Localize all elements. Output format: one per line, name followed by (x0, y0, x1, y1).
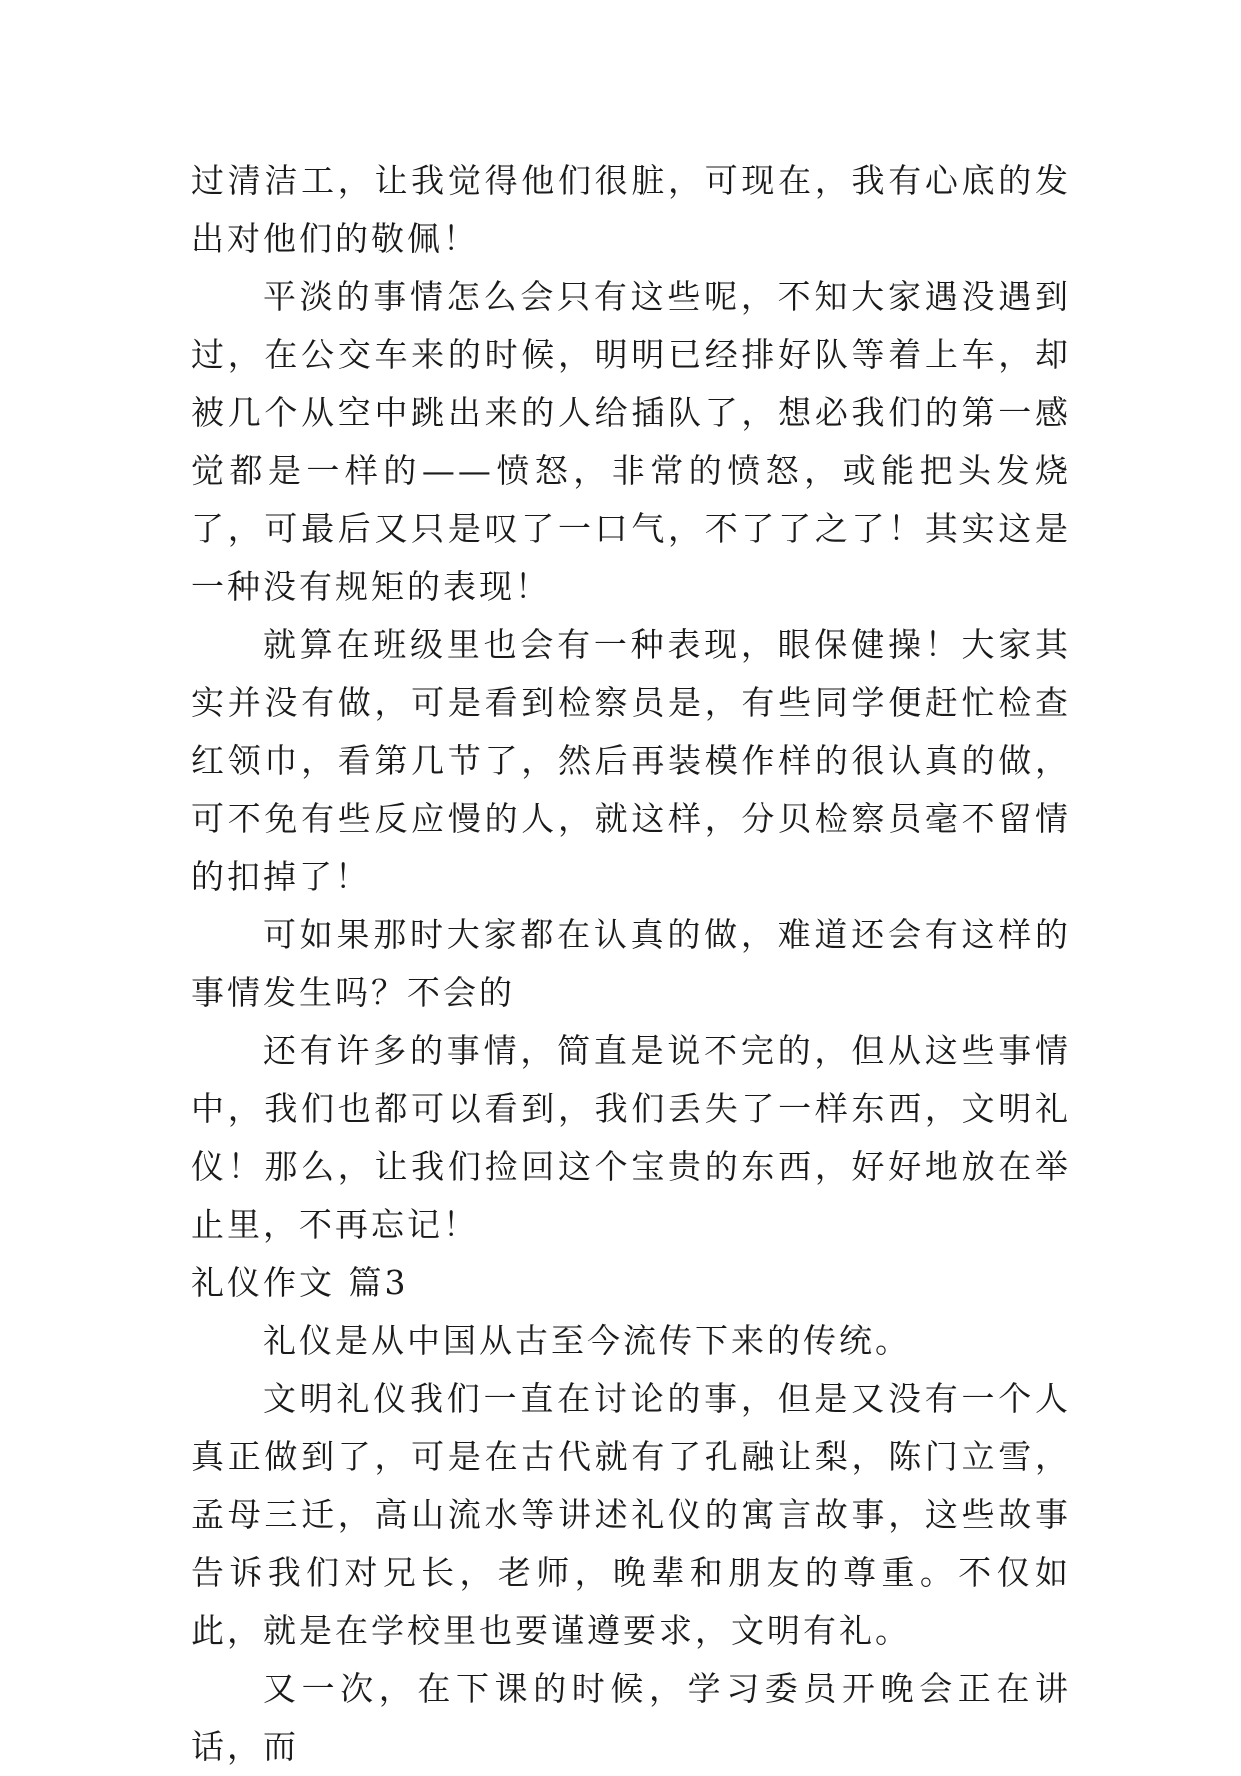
paragraph: 又一次，在下课的时候，学习委员开晚会正在讲话，而 (191, 1669, 1071, 1766)
paragraph: 礼仪是从中国从古至今流传下来的传统。 (263, 1321, 911, 1360)
paragraph: 可如果那时大家都在认真的做，难道还会有这样的事情发生吗？不会的 (191, 915, 1071, 1012)
paragraph: 还有许多的事情，简直是说不完的，但从这些事情中，我们也都可以看到，我们丢失了一样东西，文明礼仪！那么，让我们捡回这个宝贵的东西，好好地放在举止里，不再忘记！ (191, 1031, 1071, 1244)
section-heading: 礼仪作文 篇3 (191, 1263, 409, 1302)
document-body (191, 152, 1071, 1776)
paragraph: 过清洁工，让我觉得他们很脏，可现在，我有心底的发出对他们的敬佩！ (191, 161, 1071, 258)
paragraph: 文明礼仪我们一直在讨论的事，但是又没有一个人真正做到了，可是在古代就有了孔融让梨，陈门立雪，孟母三迁，高山流水等讲述礼仪的寓言故事，这些故事告诉我们对兄长，老师，晚辈和朋友的尊重。不仅如此，就是在学校里也要谨遵要求，文明有礼。 (191, 1379, 1071, 1650)
paragraph: 平淡的事情怎么会只有这些呢，不知大家遇没遇到过，在公交车来的时候，明明已经排好队等着上车，却被几个从空中跳出来的人给插队了，想必我们的第一感觉都是一样的——愤怒，非常的愤怒，或能把头发烧了，可最后又只是叹了一口气，不了了之了！其实这是一种没有规矩的表现！ (191, 277, 1071, 606)
paragraph: 就算在班级里也会有一种表现，眼保健操！大家其实并没有做，可是看到检察员是，有些同学便赶忙检查红领巾，看第几节了，然后再装模作样的很认真的做，可不免有些反应慢的人，就这样，分贝检察员毫不留情的扣掉了！ (191, 625, 1071, 896)
